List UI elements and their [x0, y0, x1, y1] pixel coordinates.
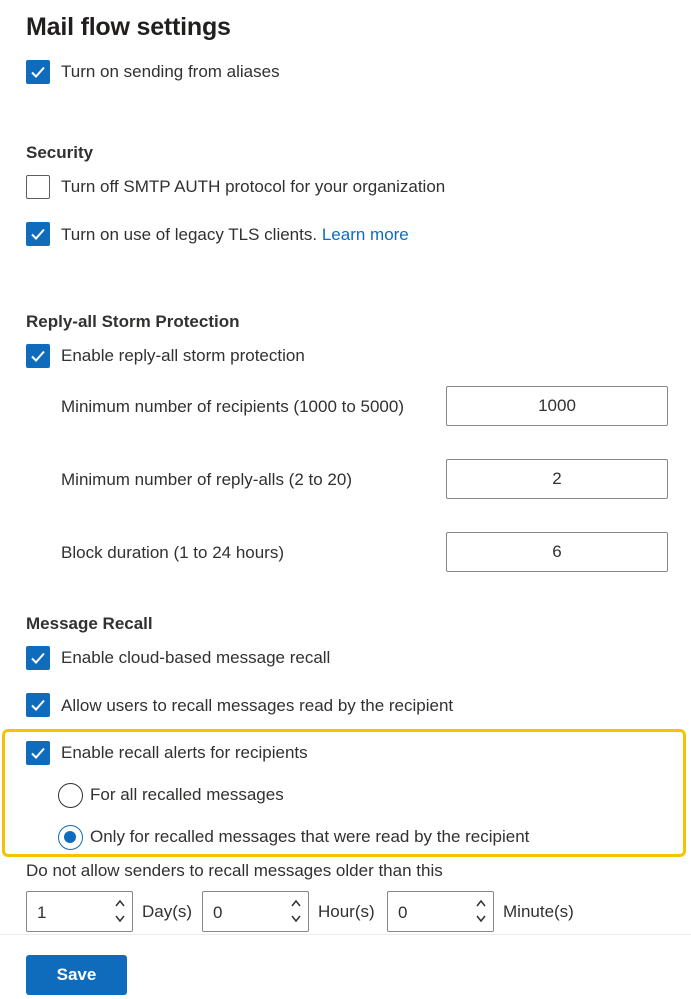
days-spinbox[interactable]: [26, 891, 133, 932]
security-heading: Security: [26, 143, 94, 162]
page-title: Mail flow settings: [26, 13, 231, 41]
block-duration-label: Block duration (1 to 24 hours): [61, 543, 285, 562]
checkmark-icon: [30, 745, 46, 761]
minutes-stepper[interactable]: [475, 895, 487, 928]
checkmark-icon: [30, 348, 46, 364]
chevron-down-icon[interactable]: [290, 911, 302, 927]
aliases-checkbox[interactable]: [26, 60, 50, 84]
min-recipients-input[interactable]: 1000: [446, 386, 668, 426]
legacy-tls-text: Turn on use of legacy TLS clients.: [61, 225, 318, 244]
hours-unit-label: Hour(s): [318, 902, 375, 921]
min-reply-alls-input[interactable]: 2: [446, 459, 668, 499]
min-recipients-label: Minimum number of recipients (1000 to 5000): [61, 397, 404, 416]
days-unit-label: Day(s): [142, 902, 193, 921]
legacy-tls-label: [61, 225, 409, 245]
days-stepper[interactable]: [114, 895, 126, 928]
radio-read-recalled-label: Only for recalled messages that were read by the recipient: [90, 827, 530, 846]
cloud-recall-checkbox[interactable]: [26, 646, 50, 670]
learn-more-link[interactable]: Learn more: [321, 225, 409, 244]
minutes-spinbox[interactable]: [387, 891, 494, 932]
radio-all-recalled[interactable]: [58, 783, 83, 808]
chevron-up-icon[interactable]: [290, 895, 302, 911]
days-value: 1: [37, 903, 47, 922]
reply-all-checkbox[interactable]: [26, 344, 50, 368]
save-button[interactable]: Save: [26, 955, 127, 995]
chevron-down-icon[interactable]: [114, 911, 126, 927]
hours-value: 0: [213, 903, 223, 922]
radio-all-recalled-label: For all recalled messages: [90, 785, 284, 804]
recall-alerts-label: Enable recall alerts for recipients: [61, 743, 308, 762]
radio-selected-dot: [64, 831, 76, 843]
chevron-up-icon[interactable]: [114, 895, 126, 911]
chevron-down-icon[interactable]: [475, 911, 487, 927]
reply-all-label: Enable reply-all storm protection: [61, 346, 305, 365]
reply-all-heading: Reply-all Storm Protection: [26, 312, 240, 331]
block-duration-input[interactable]: 6: [446, 532, 668, 572]
checkmark-icon: [30, 650, 46, 666]
chevron-up-icon[interactable]: [475, 895, 487, 911]
message-recall-heading: Message Recall: [26, 614, 153, 633]
aliases-label: Turn on sending from aliases: [61, 62, 280, 81]
minutes-value: 0: [398, 903, 408, 922]
allow-read-recall-label: Allow users to recall messages read by the recipient: [61, 696, 454, 715]
age-limit-label: Do not allow senders to recall messages older than this: [26, 861, 443, 880]
minutes-unit-label: Minute(s): [503, 902, 574, 921]
hours-spinbox[interactable]: [202, 891, 309, 932]
checkmark-icon: [30, 226, 46, 242]
hours-stepper[interactable]: [290, 895, 302, 928]
recall-alerts-checkbox[interactable]: [26, 741, 50, 765]
radio-read-recalled[interactable]: [58, 825, 83, 850]
smtp-auth-checkbox[interactable]: [26, 175, 50, 199]
allow-read-recall-checkbox[interactable]: [26, 693, 50, 717]
footer-divider: [0, 934, 691, 935]
checkmark-icon: [30, 697, 46, 713]
checkmark-icon: [30, 64, 46, 80]
min-reply-alls-label: Minimum number of reply-alls (2 to 20): [61, 470, 352, 489]
legacy-tls-checkbox[interactable]: [26, 222, 50, 246]
smtp-auth-label: Turn off SMTP AUTH protocol for your organization: [61, 177, 446, 196]
cloud-recall-label: Enable cloud-based message recall: [61, 648, 331, 667]
